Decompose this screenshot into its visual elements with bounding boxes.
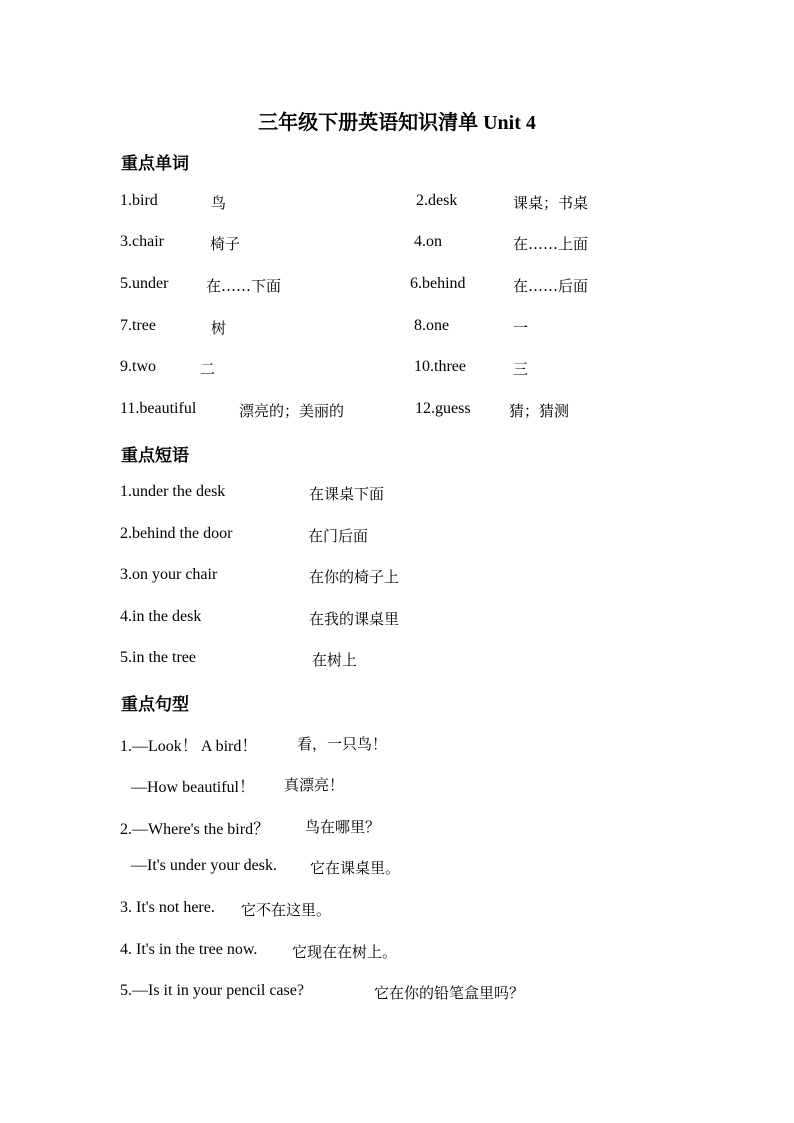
word-en: 9.two bbox=[120, 358, 156, 375]
sentence-cn: 看，一只鸟！ bbox=[297, 735, 388, 753]
word-cn: 树 bbox=[211, 319, 227, 337]
word-cn: 在……后面 bbox=[513, 277, 589, 295]
word-cn: 在……上面 bbox=[513, 235, 589, 253]
word-en: 11.beautiful bbox=[120, 400, 197, 417]
word-en: 10.three bbox=[414, 358, 466, 375]
sentence-en: —How beautiful！ bbox=[131, 779, 255, 796]
word-cn: 三 bbox=[513, 360, 529, 378]
word-cn: 课桌；书桌 bbox=[513, 194, 589, 212]
word-cn: 在……下面 bbox=[206, 277, 282, 295]
phrase-cn: 在你的椅子上 bbox=[309, 568, 400, 586]
word-en: 8.one bbox=[414, 317, 450, 334]
sentences-heading: 重点句型 bbox=[121, 695, 189, 714]
sentence-cn: 它不在这里。 bbox=[241, 901, 332, 919]
phrase-en: 1.under the desk bbox=[120, 483, 226, 500]
sentence-en: —It's under your desk. bbox=[131, 857, 277, 874]
word-cn: 椅子 bbox=[210, 235, 241, 253]
phrase-cn: 在课桌下面 bbox=[309, 485, 385, 503]
sentence-en: 1.—Look！ A bird！ bbox=[120, 738, 258, 755]
phrase-cn: 在门后面 bbox=[308, 527, 369, 545]
word-en: 2.desk bbox=[416, 192, 458, 209]
word-en: 7.tree bbox=[120, 317, 156, 334]
word-en: 12.guess bbox=[415, 400, 471, 417]
word-en: 6.behind bbox=[410, 275, 466, 292]
word-cn: 漂亮的；美丽的 bbox=[239, 402, 345, 420]
word-en: 5.under bbox=[120, 275, 169, 292]
phrase-en: 4.in the desk bbox=[120, 608, 202, 625]
sentence-cn: 鸟在哪里？ bbox=[305, 818, 381, 836]
sentence-en: 4. It's in the tree now. bbox=[120, 941, 258, 958]
sentence-cn: 它在你的铅笔盒里吗？ bbox=[374, 984, 525, 1002]
words-heading: 重点单词 bbox=[121, 154, 189, 173]
sentence-en: 2.—Where's the bird？ bbox=[120, 821, 270, 838]
phrase-cn: 在树上 bbox=[312, 651, 358, 669]
word-en: 4.on bbox=[414, 233, 442, 250]
page-title: 三年级下册英语知识清单 Unit 4 bbox=[258, 112, 536, 134]
word-en: 1.bird bbox=[120, 192, 158, 209]
sentence-cn: 真漂亮！ bbox=[284, 776, 345, 794]
phrase-cn: 在我的课桌里 bbox=[309, 610, 400, 628]
sentence-en: 5.—Is it in your pencil case? bbox=[120, 982, 304, 999]
word-en: 3.chair bbox=[120, 233, 164, 250]
word-cn: 一 bbox=[513, 319, 529, 337]
sentence-en: 3. It's not here. bbox=[120, 899, 215, 916]
sentence-cn: 它在课桌里。 bbox=[310, 859, 401, 877]
phrase-en: 5.in the tree bbox=[120, 649, 196, 666]
phrases-heading: 重点短语 bbox=[121, 446, 189, 465]
word-cn: 鸟 bbox=[211, 194, 227, 212]
word-cn: 二 bbox=[200, 360, 216, 378]
phrase-en: 2.behind the door bbox=[120, 525, 233, 542]
phrase-en: 3.on your chair bbox=[120, 566, 218, 583]
word-cn: 猜；猜测 bbox=[509, 402, 570, 420]
sentence-cn: 它现在在树上。 bbox=[292, 943, 398, 961]
